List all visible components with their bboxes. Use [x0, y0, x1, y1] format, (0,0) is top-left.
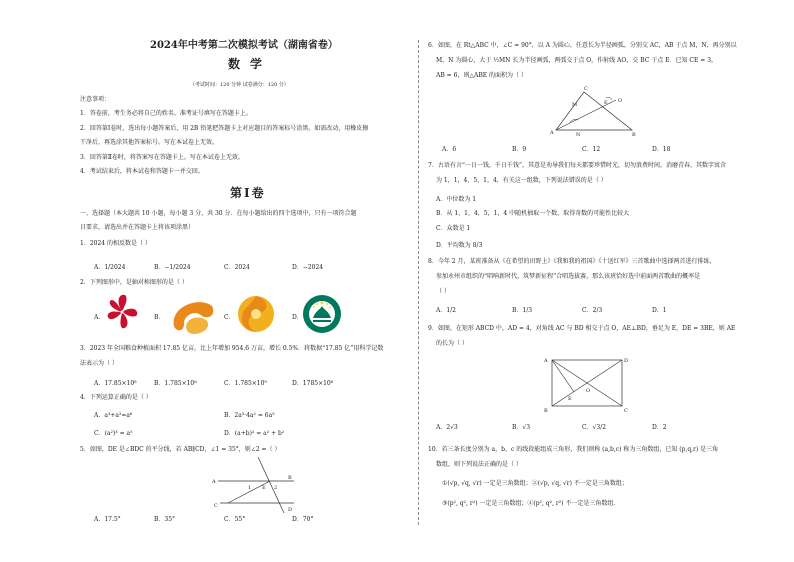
q8-stem: 8．今年 2 月，某班准备从《在希望的田野上》《我和我的祖国》《十送红军》三首歌曲中选择两首进行排练， — [428, 258, 716, 265]
q8-option-d: D．1 — [652, 307, 667, 314]
column-divider — [418, 40, 419, 525]
q7-option-c: C．众数是 1 — [436, 225, 471, 232]
q5-label-d: D — [288, 507, 293, 513]
q2-stem: 2．下列图形中，是轴对称图形的是（ ） — [80, 279, 188, 286]
q9-label-a: A — [544, 358, 548, 364]
q4-stem: 4．下列运算正确的是（ ） — [80, 394, 152, 401]
q6-triangle-figure — [548, 80, 638, 138]
q2-option-b: B． — [154, 314, 165, 321]
subject-title: 数学 — [228, 57, 273, 71]
q1-option-a: A．1/2024 — [94, 264, 126, 271]
bauhinia-flower-icon — [104, 292, 140, 334]
q6-stem: 6．如图，在 Rt△ABC 中，∠C = 90°，以 A 为圆心，任意长为半径画弧，分别交 AC，AB 于点 M，N，再分别以 — [428, 42, 737, 49]
q6-label-m: M — [572, 102, 578, 108]
q6-stem-cont2: AB = 6，则△ABE 的面积为（ ） — [436, 72, 527, 79]
q5-parallel-lines-figure — [208, 455, 298, 515]
q9-option-c: C．√3/2 — [582, 424, 607, 431]
q2-option-c: C． — [224, 314, 235, 321]
q9-label-c: C — [624, 408, 628, 414]
q6-label-a: A — [550, 130, 554, 136]
q3-option-b: B．1.785×10⁸ — [154, 380, 197, 387]
q8-option-a: A．1/2 — [436, 307, 456, 314]
q5-option-c: C．55° — [224, 516, 246, 523]
q4-option-c: C．(a²)³ = a⁵ — [94, 430, 133, 437]
q5-option-d: D．70° — [292, 516, 314, 523]
q9-label-b: B — [544, 408, 548, 414]
q7-option-a: A．中位数为 1 — [436, 196, 477, 203]
q4-option-b: B．2a³·4a² = 6a⁵ — [224, 412, 275, 419]
q3-stem-cont: 法表示为（ ） — [80, 360, 118, 367]
q3-stem: 3．2023 年全国粮食种植面积 17.85 亿亩，比上年增加 954.6 万亩，增长 0.5%．将数据“17.85 亿”用科学记数 — [80, 345, 384, 352]
note-item: 4．考试结束后，将本试卷和答题卡一并交回。 — [80, 168, 204, 175]
right-column — [428, 0, 758, 562]
q10-statement-2: ③(p², q², r²) 一定是三角数组；④(p², q², r²) 不一定是三角数组. — [442, 500, 616, 507]
exam-title: 2024年中考第二次模拟考试（湖南省卷） — [150, 40, 338, 51]
q1-option-c: C．2024 — [224, 264, 250, 271]
q7-option-b: B．从 1，1，4，5，1，4 中随机抽取一个数，取得奇数的可能性比较大 — [436, 210, 630, 217]
q6-option-c: C．12 — [582, 146, 601, 153]
part1-instructions: 一、选择题（本大题共 10 小题，每小题 3 分，共 30 分．在每小题给出的四个选项中，只有一项符合题 — [80, 210, 357, 217]
notes-heading: 注意事项： — [80, 96, 111, 103]
q6-option-a: A．6 — [442, 146, 457, 153]
q6-label-c: C — [584, 86, 588, 92]
q3-option-c: C．1.785×10⁹ — [224, 380, 267, 387]
q8-option-b: B．1/3 — [512, 307, 533, 314]
q5-label-c: C — [214, 503, 218, 509]
q5-option-a: A．17.5° — [94, 516, 121, 523]
q9-stem-cont: 的长为（ ） — [436, 340, 468, 347]
macau-emblem-icon — [302, 294, 342, 334]
section-title: 第Ⅰ卷 — [230, 186, 266, 200]
q10-stem-cont: 数组，则下列说法正确的是（ ） — [436, 461, 522, 468]
exam-meta: （考试时间：120 分钟 试卷满分：120 分） — [190, 82, 289, 88]
q8-stem-cont: 参加永州市组织的“唱响新时代，筑梦新征程”合唱选拔赛，那么该班恰好选中前面两首歌曲的概率是 — [436, 273, 701, 280]
left-column — [80, 0, 410, 562]
q4-option-a: A．a³+a³=a⁶ — [94, 412, 133, 419]
q4-option-d: D．(a+b)² = a² + b² — [224, 430, 285, 437]
q7-stem-cont: 为 1，1，4，5，1，4，有关这一组数，下列说法错误的是（ ） — [436, 177, 607, 184]
q6-label-e: E — [604, 100, 608, 106]
q3-option-a: A．17.85×10⁸ — [94, 380, 137, 387]
q7-stem: 7．古语有言“一日一钱，千日千钱”，其意是劝导我们每天都要珍惜时光，切勿浪费时间，消磨青春，其数字寓含 — [428, 162, 726, 169]
q1-option-d: D．−2024 — [292, 264, 324, 271]
q3-option-d: D．1785×10⁶ — [292, 380, 334, 387]
q9-label-o: O — [586, 388, 591, 394]
note-item: 2．回答第Ⅰ卷时，选出每小题答案后，用 2B 铅笔把答题卡上对应题目的答案标号涂黑。如需改动，用橡皮擦 — [80, 125, 369, 132]
q5-stem: 5．如图，DE 是∠BDC 的平分线，若 AB∥CD，∠1 = 35°，则∠2 =（ ） — [80, 446, 281, 453]
note-item: 1．答卷前，考生务必将自己的姓名、准考证号填写在答题卡上。 — [80, 110, 252, 117]
q9-label-d: D — [624, 358, 629, 364]
q1-stem: 1．2024 的相反数是（ ） — [80, 240, 151, 247]
note-item: 干净后，再选涂其他答案标号。写在本试卷上无效。 — [80, 139, 219, 146]
q6-label-n: N — [576, 132, 581, 138]
note-item: 3．回答第Ⅱ卷时，将答案写在答题卡上。写在本试卷上无效。 — [80, 154, 244, 161]
q5-label-angle1: 1 — [248, 485, 252, 491]
q8-stem-cont2: （ ） — [436, 288, 450, 295]
q2-option-a: A． — [94, 314, 105, 321]
q5-label-a: A — [212, 479, 216, 485]
q9-option-b: B．√3 — [512, 424, 531, 431]
q5-label-angle2: 2 — [274, 485, 278, 491]
yellow-swirl-logo-icon — [170, 296, 216, 336]
q7-option-d: D．平均数为 8/3 — [436, 242, 483, 249]
q8-option-c: C．2/3 — [582, 307, 603, 314]
q6-label-o: O — [618, 98, 623, 104]
q10-statement-1: ①(√p, √q, √r) 一定是三角数组；②(√p, √q, √r) 不一定是三角数组； — [442, 480, 628, 487]
q6-label-b: B — [632, 132, 636, 138]
q2-option-d: D． — [292, 314, 303, 321]
q6-stem-cont: M，N 为圆心，大于 ½MN 长为半径画弧，两弧交于点 O，作射线 AO，交 BC 于点 E．已知 CE = 3， — [436, 57, 718, 64]
sun-swirl-logo-icon — [236, 294, 276, 334]
q9-rectangle-figure — [542, 352, 634, 414]
q9-stem: 9．如图，在矩形 ABCD 中，AD = 4，对角线 AC 与 BD 相交于点 O，AE⊥BD，垂足为 E，DE = 3BE，则 AE — [428, 325, 736, 332]
part1-instructions-cont: 目要求，请选出并在答题卡上将该项涂黑） — [80, 224, 195, 231]
q6-option-b: B．9 — [512, 146, 527, 153]
q9-option-a: A．2√3 — [436, 424, 458, 431]
q1-option-b: B．−1/2024 — [154, 264, 191, 271]
q9-label-e: E — [568, 396, 572, 402]
q5-label-e: E — [262, 485, 266, 491]
q5-label-b: B — [288, 475, 292, 481]
q10-stem: 10．若三条长度分别为 a，b，c 的线段能组成三角形，我们则称 (a,b,c) 称为三角数组，已知 (p,q,r) 是三角 — [428, 446, 719, 453]
q9-option-d: D．2 — [652, 424, 667, 431]
q5-option-b: B．35° — [154, 516, 176, 523]
q6-option-d: D．18 — [652, 146, 671, 153]
